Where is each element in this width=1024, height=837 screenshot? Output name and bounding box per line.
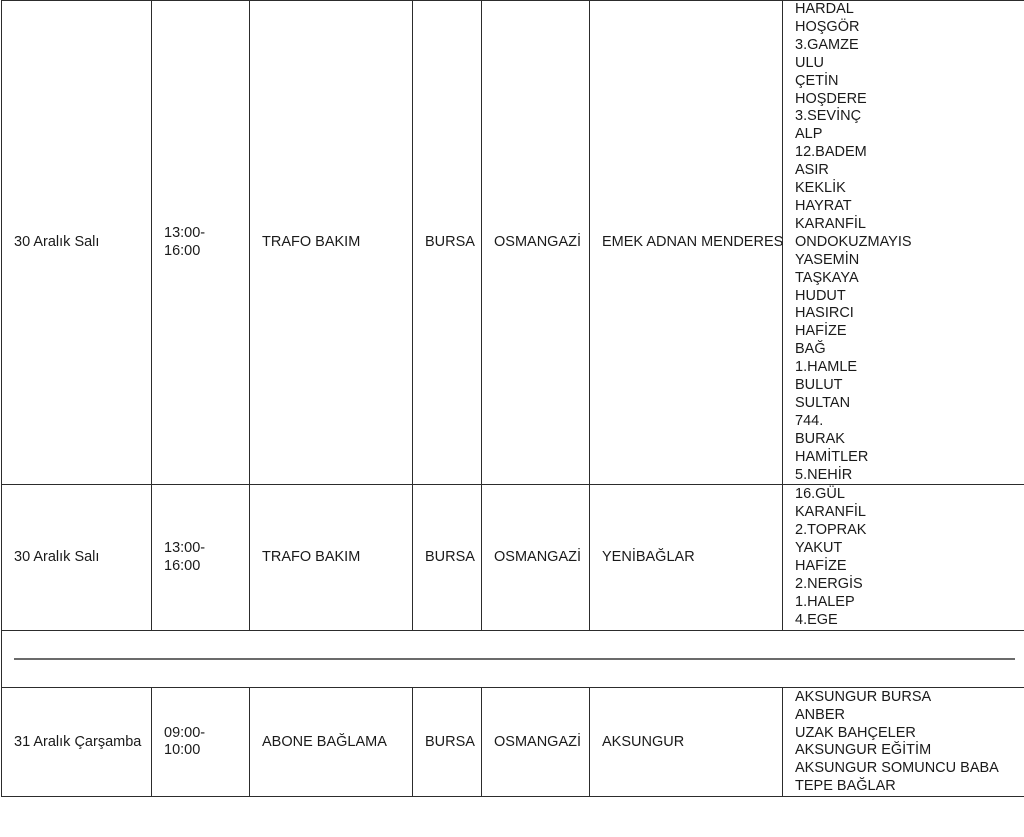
street-item: HAFİZE: [795, 323, 847, 340]
neighborhood-cell: AKSUNGUR: [590, 688, 783, 797]
street-item: HARDAL: [795, 1, 854, 17]
street-item: ALP: [795, 126, 823, 143]
district-cell: OSMANGAZİ: [482, 1, 590, 485]
street-item: 2.NERGİS: [795, 575, 863, 592]
street-item: 3.SEVİNÇ: [795, 108, 862, 125]
street-item: KARANFİL: [795, 504, 866, 521]
work-type-cell: TRAFO BAKIM: [250, 1, 413, 485]
street-item: BAĞ: [795, 341, 826, 358]
street-item: HAYRAT: [795, 197, 852, 214]
time-end: 10:00: [164, 742, 201, 759]
work-type-cell: ABONE BAĞLAMA: [250, 688, 413, 797]
time-start: 13:00-: [164, 540, 206, 557]
horizontal-rule: [14, 658, 1015, 660]
separator-cell: [2, 631, 1024, 688]
date-cell: 30 Aralık Salı: [2, 485, 152, 631]
streets-cell: [783, 1, 1024, 485]
street-item: ULU: [795, 54, 825, 71]
separator-row: [2, 631, 1024, 688]
time-cell: [152, 485, 250, 631]
street-item: HOŞGÖR: [795, 18, 860, 35]
street-item: 3.GAMZE: [795, 36, 859, 53]
time-cell: [152, 1, 250, 485]
district-cell: OSMANGAZİ: [482, 485, 590, 631]
district-cell: OSMANGAZİ: [482, 688, 590, 797]
street-item: YASEMİN: [795, 251, 860, 268]
street-item: HAFİZE: [795, 557, 847, 574]
time-end: 16:00: [164, 242, 201, 259]
street-item: 1.HALEP: [795, 593, 855, 610]
street-item: HOŞDERE: [795, 90, 867, 107]
city-cell: BURSA: [413, 1, 482, 485]
street-item: BURAK: [795, 430, 845, 447]
date-cell: 30 Aralık Salı: [2, 1, 152, 485]
street-item: 1.HAMLE: [795, 359, 858, 376]
street-item: AKSUNGUR SOMUNCU BABA: [795, 760, 999, 777]
table-row: [2, 1, 1024, 485]
street-item: UZAK BAHÇELER: [795, 724, 916, 741]
street-item: HAMİTLER: [795, 448, 869, 465]
street-item: ASIR: [795, 162, 829, 179]
street-item: ONDOKUZMAYIS: [795, 233, 912, 250]
table-row: [2, 688, 1024, 797]
street-item: ÇETİN: [795, 72, 839, 89]
time-start: 13:00-: [164, 224, 206, 241]
street-item: ANBER: [795, 706, 845, 723]
street-item: 16.GÜL: [795, 486, 845, 503]
street-item: 4.EGE: [795, 611, 838, 628]
time-cell: [152, 688, 250, 797]
city-cell: BURSA: [413, 485, 482, 631]
street-item: HUDUT: [795, 287, 846, 304]
street-item: TEPE BAĞLAR: [795, 778, 896, 795]
street-item: TAŞKAYA: [795, 269, 859, 286]
street-item: KEKLİK: [795, 180, 846, 197]
neighborhood-cell: YENİBAĞLAR: [590, 485, 783, 631]
street-item: BULUT: [795, 377, 843, 394]
street-item: AKSUNGUR EĞİTİM: [795, 742, 932, 759]
time-start: 09:00-: [164, 724, 206, 741]
street-item: 744.: [795, 412, 824, 429]
street-item: SULTAN: [795, 394, 851, 411]
street-item: HASIRCI: [795, 305, 854, 322]
street-item: 12.BADEM: [795, 144, 867, 161]
street-item: YAKUT: [795, 540, 843, 557]
street-item: 2.TOPRAK: [795, 522, 867, 539]
work-type-cell: TRAFO BAKIM: [250, 485, 413, 631]
outage-table: [1, 0, 1024, 797]
table-row: [2, 485, 1024, 631]
streets-cell: [783, 485, 1024, 631]
city-cell: BURSA: [413, 688, 482, 797]
date-cell: 31 Aralık Çarşamba: [2, 688, 152, 797]
street-item: KARANFİL: [795, 215, 866, 232]
neighborhood-cell: EMEK ADNAN MENDERES: [590, 1, 783, 485]
streets-cell: [783, 688, 1024, 797]
street-item: 5.NEHİR: [795, 466, 853, 483]
time-end: 16:00: [164, 557, 201, 574]
street-item: AKSUNGUR BURSA: [795, 688, 932, 705]
